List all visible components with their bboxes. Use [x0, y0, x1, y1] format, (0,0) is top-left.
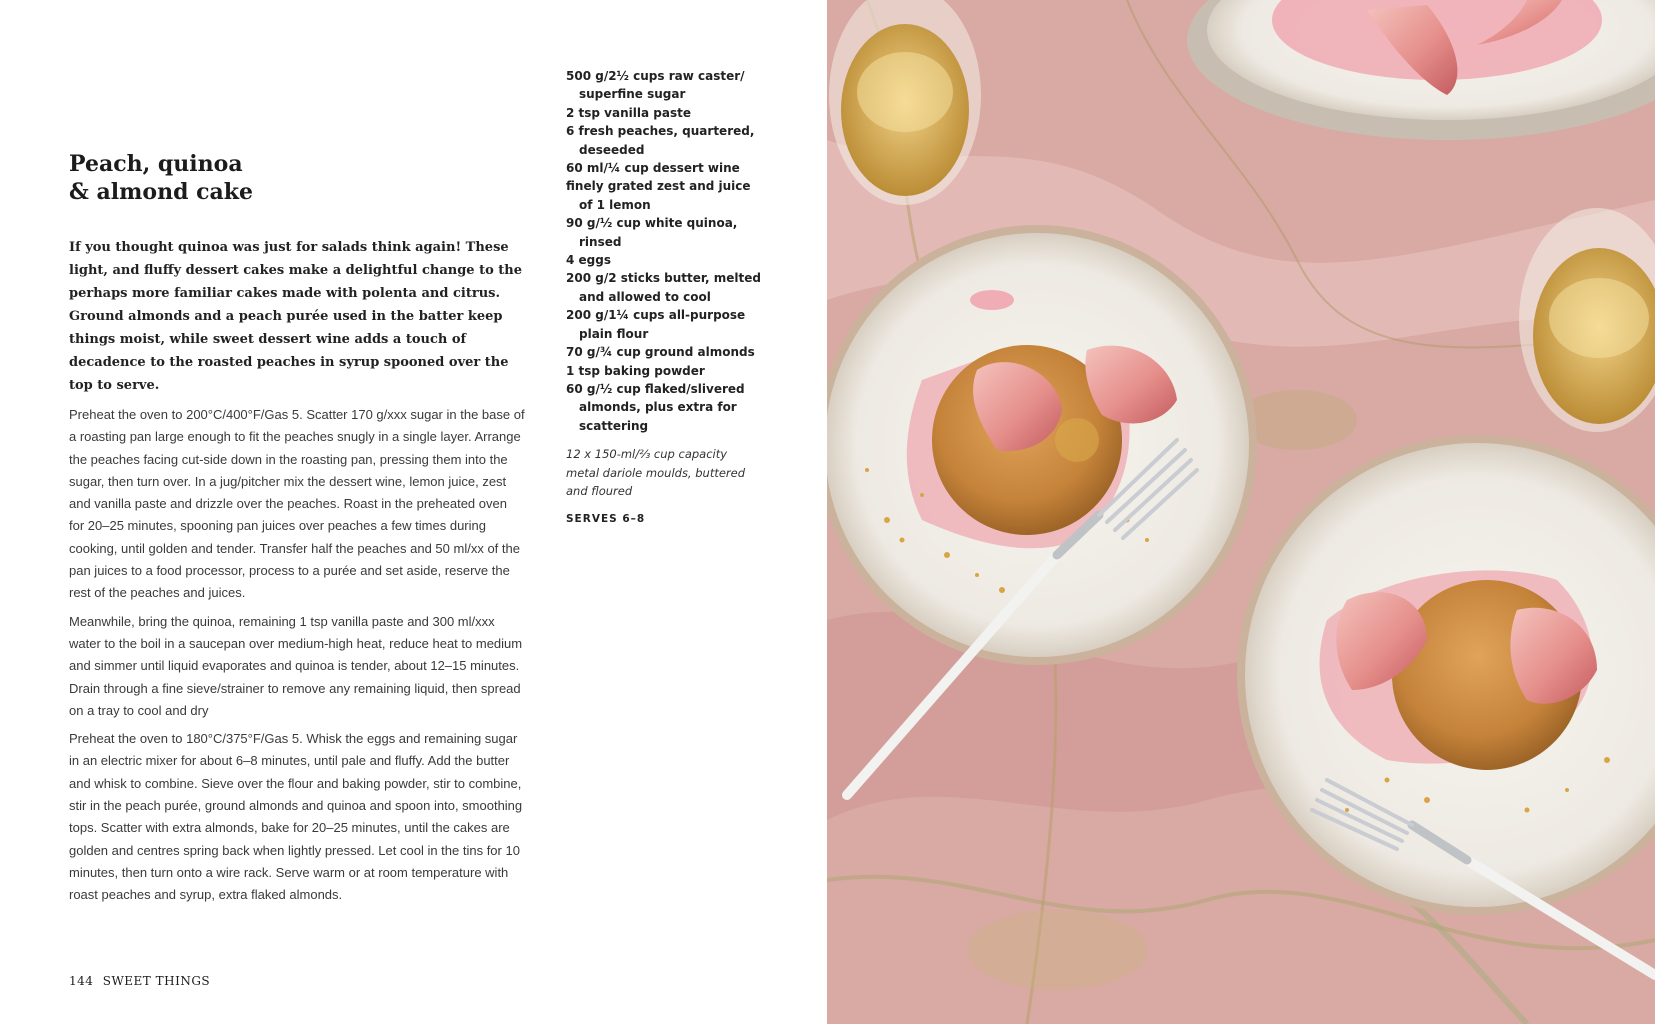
recipe-title-line-1: Peach, quinoa: [69, 151, 243, 177]
ingredient-item: 1 tsp baking powder: [566, 363, 705, 378]
ingredient-item: 60 g/½ cup flaked/slivered almonds, plus extra for scattering: [566, 381, 745, 433]
section-name: SWEET THINGS: [102, 974, 211, 988]
recipe-page: [0, 0, 827, 1024]
dessert-plate: [827, 225, 1257, 665]
ingredient-item: 2 tsp vanilla paste: [566, 105, 691, 120]
recipe-method: [69, 404, 525, 913]
recipe-title-line-2: & almond cake: [69, 179, 254, 205]
serves-label: SERVES 6–8: [566, 513, 646, 526]
ingredients-list: [566, 67, 766, 529]
ingredient-item: 60 ml/¼ cup dessert wine: [566, 161, 740, 176]
page-number: 144: [69, 974, 94, 988]
page-footer: [69, 974, 210, 988]
recipe-intro: If you thought quinoa was just for salads think again! These light, and fluffy dessert cakes make a delightful change to the perhaps more familiar cakes made with polenta and citrus. Ground almonds and a peach purée used in the batter keep things moist, while sweet dessert wine adds a touch of decadence to the roasted peaches in syrup spooned over the top to serve.: [69, 240, 523, 393]
ingredient-item: 200 g/2 sticks butter, melted and allowed to cool: [566, 271, 761, 304]
food-photo: [827, 0, 1655, 1024]
ingredient-item: 200 g/1¼ cups all-purpose plain flour: [566, 308, 746, 341]
ingredient-item: finely grated zest and juice of 1 lemon: [566, 179, 751, 212]
ingredient-item: 70 g/¾ cup ground almonds: [566, 345, 755, 360]
ingredient-item: 500 g/2½ cups raw caster/ superfine sugar: [566, 69, 745, 102]
method-step: Preheat the oven to 200°C/400°F/Gas 5. Scatter 170 g/xxx sugar in the base of a roasting pan large enough to fit the peaches snugly in a single layer. Arrange the peaches facing cut-side down in the roasting pan, pressing them into the sugar, then turn over. In a jug/pitcher mix the dessert wine, lemon juice, zest and vanilla paste and drizzle over the peaches. Roast in the preheated oven for 20–25 minutes, spooning pan juices over peaches a few times during cooking, until golden and tender. Transfer half the peaches and 50 ml/xx of the pan juices to a food processor, process to a purée and set aside, reserve the rest of the peaches and juices.: [69, 407, 525, 601]
food-photo-illustration: [827, 0, 1655, 1024]
recipe-title: [69, 150, 489, 206]
ingredient-item: 4 eggs: [566, 253, 611, 268]
method-step: Preheat the oven to 180°C/375°F/Gas 5. Whisk the eggs and remaining sugar in an electric mixer for about 6–8 minutes, until pale and fluffy. Add the butter and whisk to combine. Sieve over the flour and baking powder, stir to combine, stir in the peach purée, ground almonds and quinoa and spoon into, smoothing tops. Scatter with extra almonds, bake for 20–25 minutes, until the cakes are golden and centres spring back when lightly pressed. Let cool in the tins for 10 minutes, then turn onto a wire rack. Serve warm or at room temperature with roast peaches and syrup, extra flaked almonds.: [69, 731, 523, 903]
ingredient-item: 6 fresh peaches, quartered, deseeded: [566, 124, 755, 157]
method-step: Meanwhile, bring the quinoa, remaining 1 tsp vanilla paste and 300 ml/xxx water to the boil in a saucepan over medium-high heat, reduce heat to medium and simmer until liquid evaporates and quinoa is tender, about 12–15 minutes. Drain through a fine sieve/strainer to remove any remaining liquid, then spread on a tray to cool and dry: [69, 613, 523, 718]
ingredient-item: 90 g/½ cup white quinoa, rinsed: [566, 216, 738, 249]
equipment-note: 12 x 150-ml/⅔ cup capacity metal dariole moulds, buttered and floured: [566, 447, 746, 498]
